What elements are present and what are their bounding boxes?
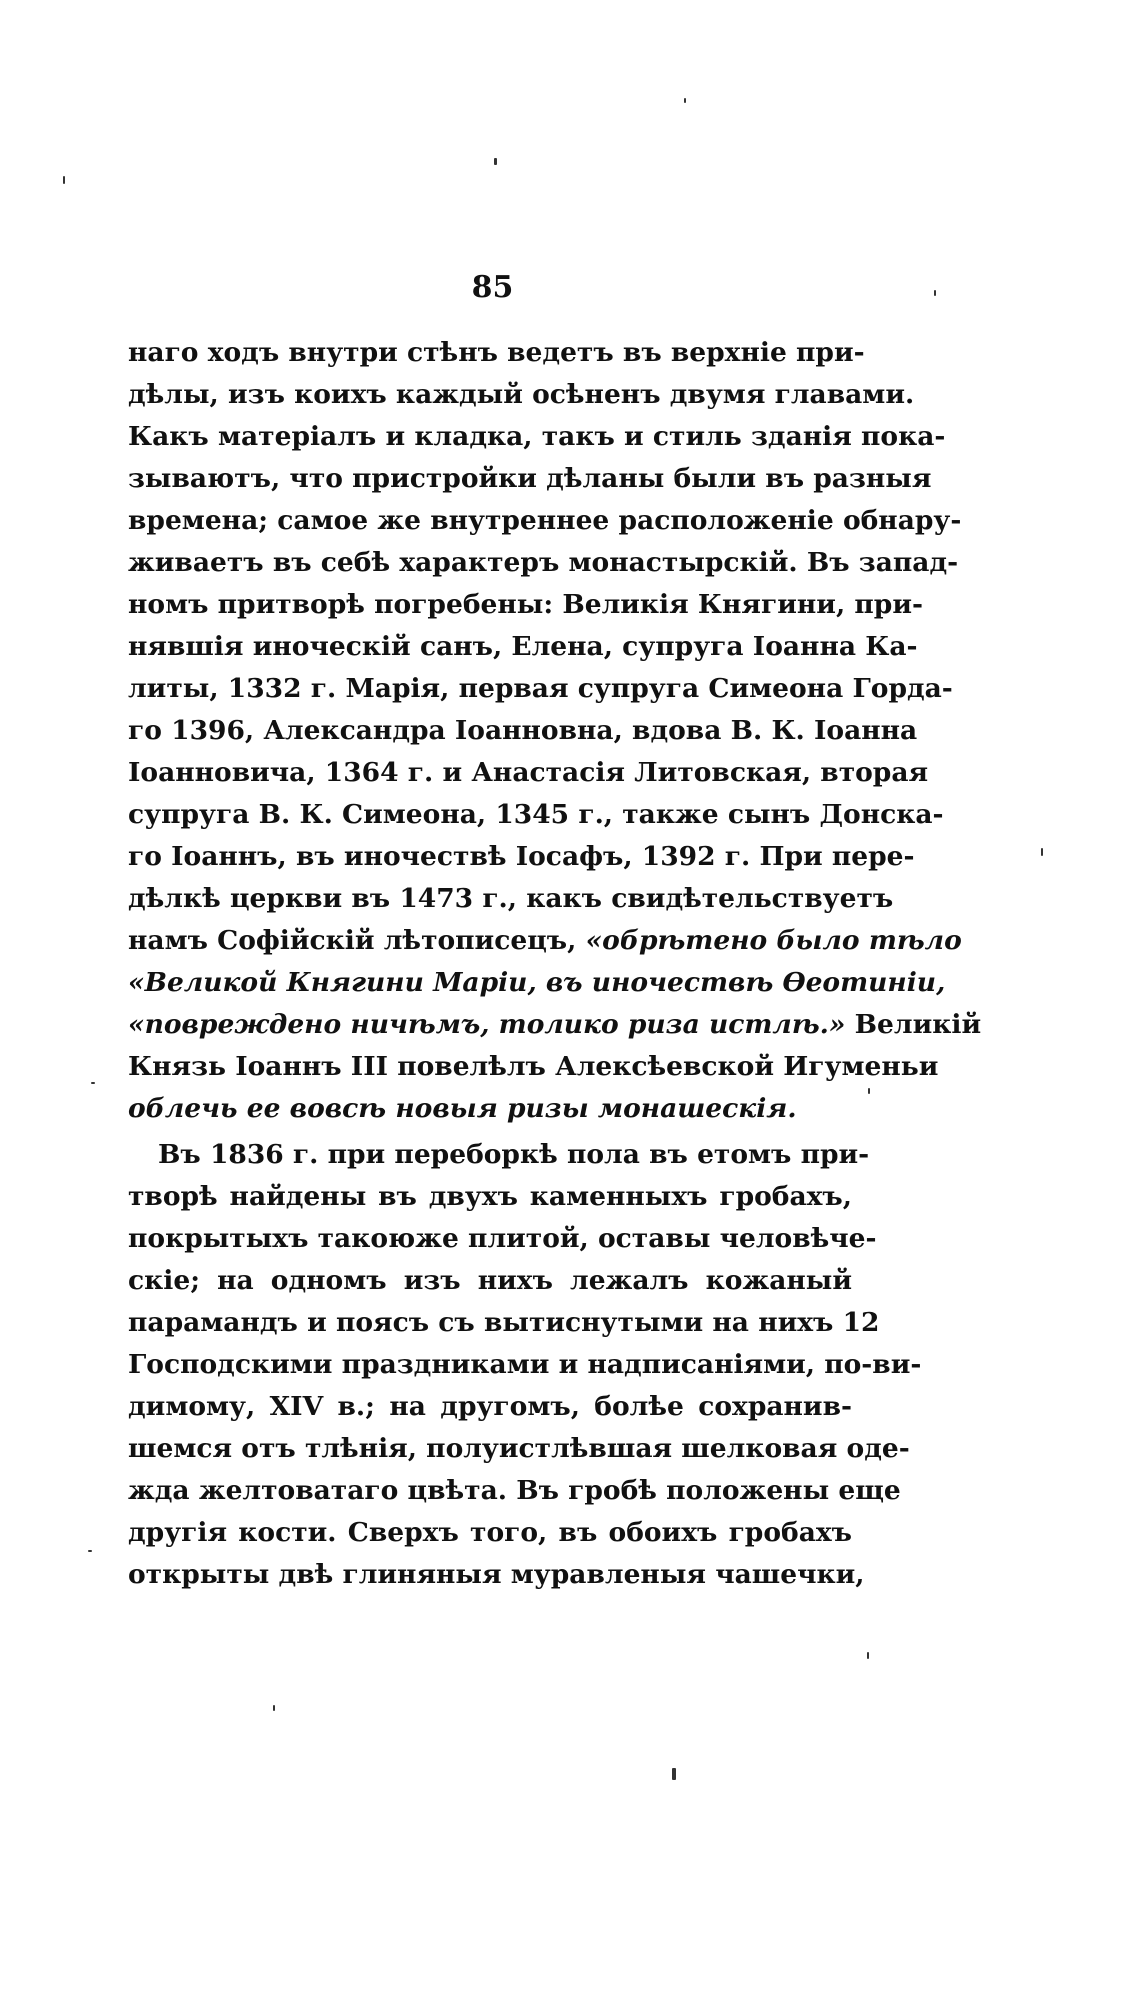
line-normal-text: намъ Софійскій лѣтописецъ,	[128, 925, 586, 956]
text-line: открыты двѣ глиняныя муравленыя чашечки,	[128, 1559, 865, 1590]
line-quote-text: «повреждено ничѣмъ, толико риза истлѣ.»	[128, 1009, 846, 1040]
text-line	[128, 1046, 939, 1088]
text-line-italic	[128, 1088, 852, 1130]
text-line: димому, XIV в.; на другомъ, болѣе сохранив-	[128, 1391, 852, 1422]
text-line: нявшія иноческій санъ, Елена, супруга Іоанна Ка-	[128, 631, 918, 662]
text-line: парамандъ и поясъ съ вытиснутыми на нихъ 12	[128, 1307, 880, 1338]
scan-speck	[1041, 848, 1043, 856]
text-line: покрытыхъ такоюже плитой, оставы человѣче-	[128, 1223, 877, 1254]
scan-speck	[494, 158, 497, 165]
paragraph-1	[128, 332, 982, 1130]
line-normal-text: Великій	[845, 1009, 982, 1040]
text-line: дѣлкѣ церкви въ 1473 г., какъ свидѣтельствуетъ	[128, 883, 894, 914]
text-line: го Іоаннъ, въ иночествѣ Іосафъ, 1392 г. При пере-	[128, 841, 915, 872]
text-line-mixed	[128, 920, 962, 962]
text-line: другія кости. Сверхъ того, въ обоихъ гробахъ	[128, 1517, 852, 1548]
text-line: номъ притворѣ погребены: Великія Княгини, при-	[128, 589, 923, 620]
text-line-mixed	[128, 1004, 982, 1046]
text-line: жда желтоватаго цвѣта. Въ гробѣ положены еще	[128, 1475, 901, 1506]
scan-speck	[934, 290, 936, 296]
text-line: Господскими праздниками и надписаніями, по-ви-	[128, 1349, 922, 1380]
text-line: наго ходъ внутри стѣнъ ведетъ въ верхніе при-	[128, 337, 865, 368]
scan-speck	[672, 1768, 676, 1780]
line-normal-text: Князь Іоаннъ III повелѣлъ Алексѣевской Игуменьи	[128, 1051, 939, 1082]
scan-speck	[868, 1088, 870, 1094]
text-line: зываютъ, что пристройки дѣланы были въ разныя	[128, 463, 932, 494]
text-line: творѣ найдены въ двухъ каменныхъ гробахъ,	[128, 1181, 852, 1212]
page-number: 85	[471, 270, 514, 305]
text-line: шемся отъ тлѣнія, полуистлѣвшая шелковая оде-	[128, 1433, 910, 1464]
scan-speck	[867, 1652, 869, 1659]
text-line: Какъ матеріалъ и кладка, такъ и стиль зданія пока-	[128, 421, 946, 452]
text-line: Въ 1836 г. при переборкѣ пола въ етомъ при-	[158, 1139, 870, 1170]
text-line: живаетъ въ себѣ характеръ монастырскій. Въ запад-	[128, 547, 959, 578]
text-line: супруга В. К. Симеона, 1345 г., также сынъ Донска-	[128, 799, 944, 830]
scan-speck	[91, 1082, 95, 1084]
text-line: литы, 1332 г. Марія, первая супруга Симеона Горда-	[128, 673, 953, 704]
text-line: го 1396, Александра Іоанновна, вдова В. К. Іоанна	[128, 715, 918, 746]
line-quote-text: «Великой Княгини Маріи, въ иночествѣ Ѳеотиніи,	[128, 967, 946, 998]
scan-speck	[684, 98, 686, 103]
text-line: Іоанновича, 1364 г. и Анастасія Литовская, вторая	[128, 757, 929, 788]
scan-speck	[63, 176, 65, 184]
body-text	[128, 332, 982, 1596]
line-quote-text: облечь ее вовсѣ новыя ризы монашескія.	[128, 1093, 797, 1124]
text-line-italic	[128, 962, 946, 1004]
text-line: дѣлы, изъ коихъ каждый осѣненъ двумя главами.	[128, 379, 915, 410]
text-line: времена; самое же внутреннее расположеніе обнару-	[128, 505, 962, 536]
line-quote-text: «обрѣтено было тѣло	[585, 925, 962, 956]
text-line: скіе; на одномъ изъ нихъ лежалъ кожаный	[128, 1265, 852, 1296]
scan-speck	[88, 1550, 92, 1552]
scan-speck	[273, 1705, 275, 1711]
paragraph-2	[128, 1134, 922, 1596]
